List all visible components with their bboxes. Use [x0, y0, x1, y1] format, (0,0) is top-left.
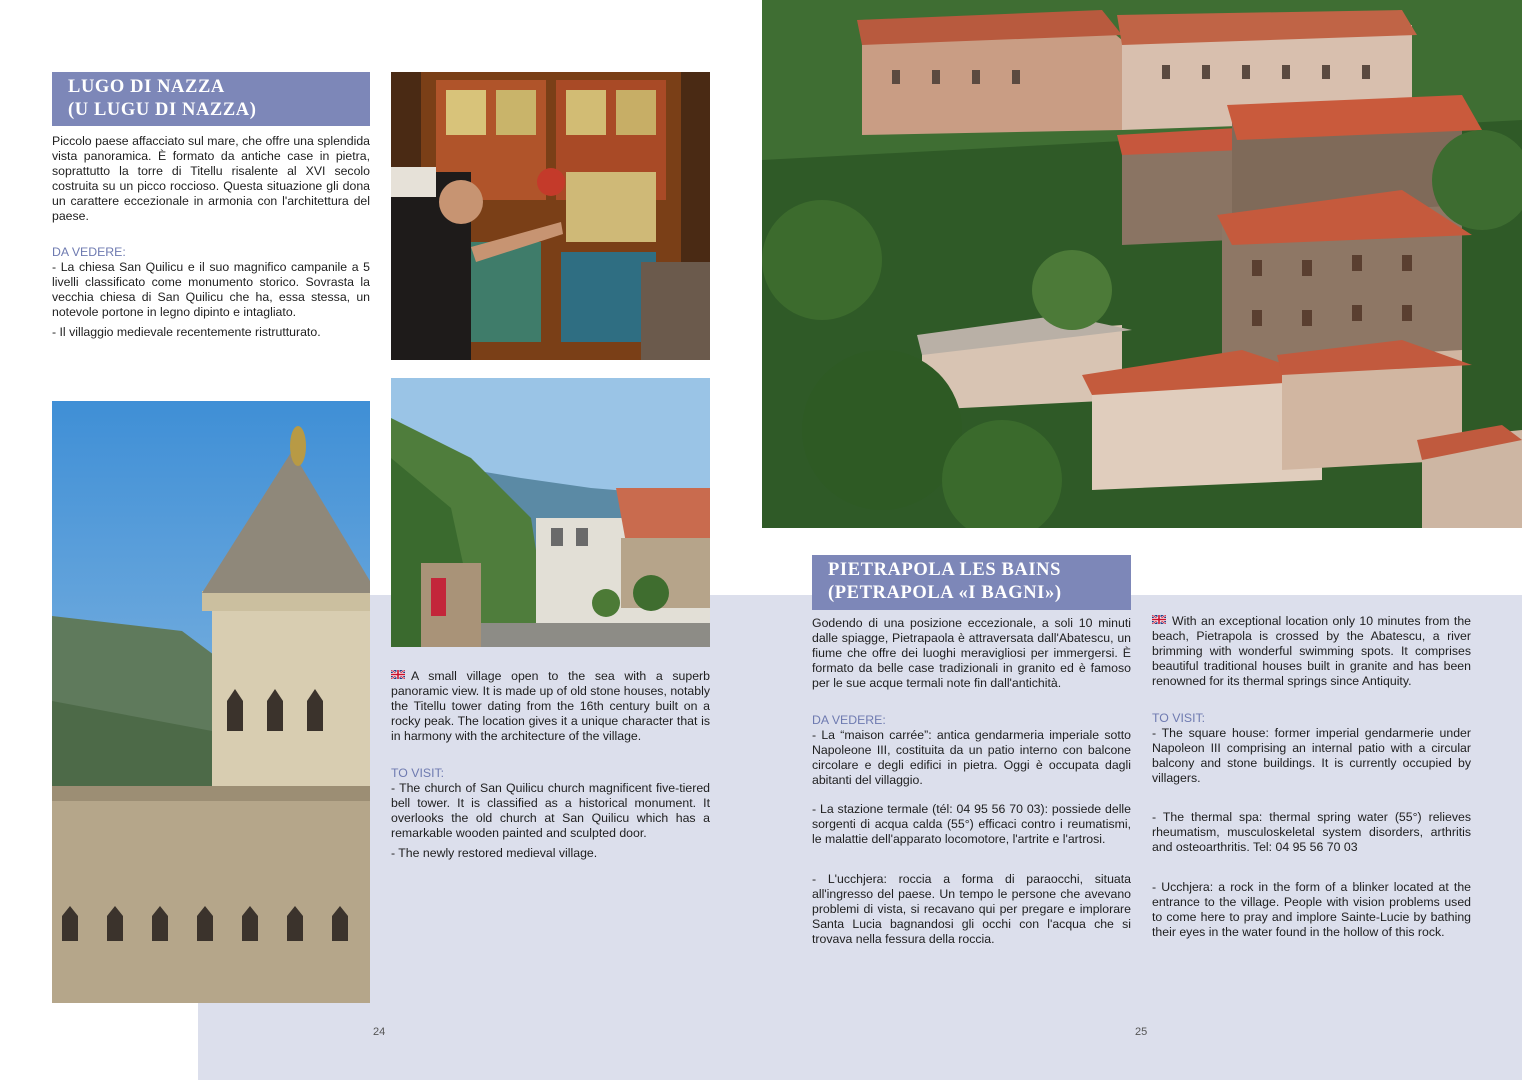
photo-village-street	[391, 378, 710, 647]
title-line-2: (U LUGU DI NAZZA)	[68, 100, 257, 120]
title-lugo-di-nazza	[52, 72, 370, 126]
uk-flag-icon	[391, 670, 405, 679]
title-pietrapola-les-bains	[812, 555, 1131, 610]
it-visit-heading: DA VEDERE:	[52, 245, 126, 259]
en-visit-1: - The church of San Quilicu church magnificent five-tiered bell tower. It is classified as a historical monument. It overlooks the old church at San Quilicu which has a remarkable wooden painted and sculpted door.	[391, 781, 710, 840]
en-intro: A small village open to the sea with a superb panoramic view. It is made up of old stone houses, notably the Titellu tower dating from the 16th century built on a rocky peak. The location gives it a unique character that is in harmony with the architecture of the village.	[391, 669, 710, 743]
lugo-italian-text	[52, 134, 370, 340]
en-visit-2: - The thermal spa: thermal spring water (55°) relieves rheumatism, musculoskeletal system disorders, arthritis and osteoarthritis. Tel: 04 95 56 70 03	[1152, 810, 1471, 854]
it-visit-1: - La chiesa San Quilicu e il suo magnifico campanile a 5 livelli classificato come monumento storico. Sovrasta la vecchia chiesa di San Quilicu che ha, essa stessa, un notevole portone in legno dipinto e intagliato.	[52, 260, 370, 319]
it-visit-1: - La “maison carrée”: antica gendarmeria imperiale sotto Napoleone III, costituita da un patio interno con balcone circolare e degli edifici in pietra. Oggi è occupata dagli abitanti del villaggio.	[812, 728, 1131, 787]
title-line-1: LUGO DI NAZZA	[68, 77, 225, 97]
en-intro: With an exceptional location only 10 minutes from the beach, Pietrapola is crossed by the Abatescu, a river brimming with wonderful swimming spots. It comprises beautiful traditional houses built in granite and has been renowned for its thermal springs since Antiquity.	[1152, 614, 1471, 688]
pietrapola-english-text	[1152, 614, 1471, 940]
en-visit-1: - The square house: former imperial gendarmerie under Napoleon III comprising an internal patio with a circular balcony and stone buildings. It is currently occupied by villagers.	[1152, 726, 1471, 785]
lugo-english-text	[391, 669, 710, 861]
photo-painted-door	[391, 72, 710, 360]
en-visit-2: - The newly restored medieval village.	[391, 846, 598, 860]
photo-village-panorama	[762, 0, 1522, 528]
title-line-1: PIETRAPOLA LES BAINS	[828, 560, 1062, 580]
it-visit-3: - L'ucchjera: roccia a forma di paraocchi, situata all'ingresso del paese. Un tempo le persone che avevano problemi di vista, si recavano qui per pregare e implorare Santa Lucia bagnandosi gli occhi con l'acqua che si trovava nella fessura della roccia.	[812, 872, 1131, 946]
it-visit-2: - Il villaggio medievale recentemente ristrutturato.	[52, 325, 321, 339]
uk-flag-icon	[1152, 615, 1166, 624]
en-visit-heading: TO VISIT:	[1152, 711, 1206, 725]
title-line-2: (PETRAPOLA «I BAGNI»)	[828, 583, 1062, 603]
it-visit-2: - La stazione termale (tél: 04 95 56 70 03): possiede delle sorgenti di acqua calda (55°) efficaci contro i reumatismi, le malattie dell'apparato locomotore, l'artrite e l'artrosi.	[812, 802, 1131, 846]
en-visit-3: - Ucchjera: a rock in the form of a blinker located at the entrance to the village. People with vision problems used to come here to pray and implore Sainte-Lucie by bathing their eyes in the water found in the hollow of this rock.	[1152, 880, 1471, 939]
it-visit-heading: DA VEDERE:	[812, 713, 886, 727]
page-number-left: 24	[373, 1026, 386, 1038]
it-intro: Piccolo paese affacciato sul mare, che offre una splendida vista panoramica. È formato da antiche case in pietra, soprattutto la torre di Titellu risalente al XVI secolo costruita su un picco roccioso. Questa situazione gli dona un carattere eccezionale in armonia con l'architettura del paese.	[52, 134, 370, 223]
en-visit-heading: TO VISIT:	[391, 766, 445, 780]
page-number-right: 25	[1135, 1026, 1148, 1038]
it-intro: Godendo di una posizione eccezionale, a soli 10 minuti dalle spiagge, Pietrapaola è attraversata dall'Abatescu, un fiume che offre dei luoghi meravigliosi per immergersi. È formato da belle case tradizionali in granito ed è famoso per le sue acque termali note fin dall'antichità.	[812, 616, 1131, 690]
photo-bell-tower	[52, 401, 370, 1003]
pietrapola-italian-text	[812, 616, 1131, 947]
